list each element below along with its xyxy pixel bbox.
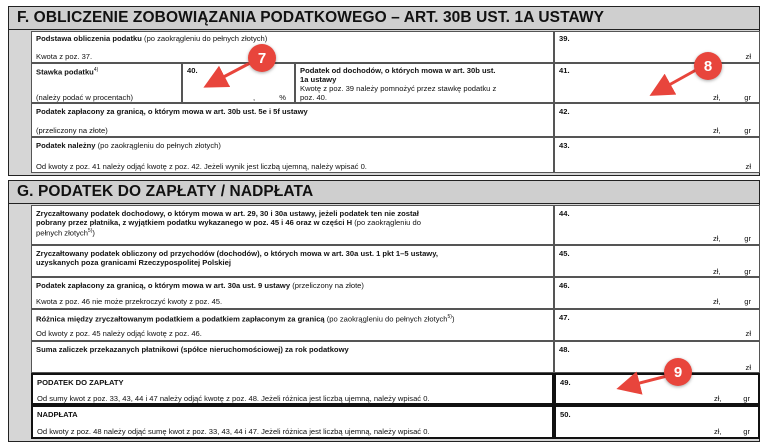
field-47-label-cell: Różnica między zryczałtowanym podatkiem a podatkiem zapłaconym za granicą (po zaokrągleniu do pełnych złotych$^{5)}$) Od kwoty z poz. 45 należy odjąć kwotę z poz. 46. (31, 309, 554, 341)
field-40-label-cell: Stawka podatku$^{4)}$ (należy podać w procentach) (31, 63, 182, 103)
field-44-input[interactable]: 44. zł, gr (554, 205, 760, 245)
field-43-input[interactable]: 43. zł (554, 137, 760, 173)
annotation-marker-9: 9 (664, 358, 692, 386)
field-41-input[interactable]: 41. zł, gr (554, 63, 760, 103)
field-49-label-cell: PODATEK DO ZAPŁATY Od sumy kwot z poz. 33, 43, 44 i 47 należy odjąć kwotę z poz. 48. Jeżeli różnica jest liczbą ujemną, należy wpisać 0. (31, 373, 554, 405)
field-43-label-cell: Podatek należny (po zaokrągleniu do pełnych złotych) Od kwoty z poz. 41 należy odjąć kwotę z poz. 42. Jeżeli wynik jest liczbą ujemną, należy wpisać 0. (31, 137, 554, 173)
field-42-input[interactable]: 42. zł, gr (554, 103, 760, 137)
field-39-input[interactable]: 39. zł (554, 31, 760, 63)
field-45-input[interactable]: 45. zł, gr (554, 245, 760, 277)
annotation-marker-8: 8 (694, 52, 722, 80)
field-40-input[interactable]: 40. , % (182, 63, 295, 103)
field-50-label-cell: NADPŁATA Od kwoty z poz. 48 należy odjąć sumę kwot z poz. 33, 43, 44 i 47. Jeżeli różnica jest liczbą ujemną, należy wpisać 0. (31, 405, 554, 439)
field-50-input[interactable]: 50. zł, gr (554, 405, 760, 439)
field-48-input[interactable]: 48. zł (554, 341, 760, 373)
field-39-label-cell: Podstawa obliczenia podatku (po zaokrągleniu do pełnych złotych) Kwota z poz. 37. (31, 31, 554, 63)
field-45-label-cell: Zryczałtowany podatek obliczony od przychodów (dochodów), o których mowa w art. 30a ust. 1 pkt 1–5 ustawy, uzyskanych poza granicami Rzeczypospolitej Polskiej (31, 245, 554, 277)
field-48-label-cell: Suma zaliczek przekazanych płatnikowi (spółce nieruchomościowej) za rok podatkowy (31, 341, 554, 373)
section-f-title: F. OBLICZENIE ZOBOWIĄZANIA PODATKOWEGO – ART. 30B UST. 1A USTAWY (17, 9, 605, 26)
field-46-label-cell: Podatek zapłacony za granicą, o którym mowa w art. 30a ust. 9 ustawy (przeliczony na złote) Kwota z poz. 46 nie może przekroczyć kwoty z poz. 45. (31, 277, 554, 309)
section-g-body (8, 204, 760, 442)
section-f-body (8, 30, 760, 176)
section-g-title: G. PODATEK DO ZAPŁATY / NADPŁATA (17, 183, 314, 200)
field-47-input[interactable]: 47. zł (554, 309, 760, 341)
section-g-header (8, 180, 760, 204)
field-46-input[interactable]: 46. zł, gr (554, 277, 760, 309)
field-49-input[interactable]: 49. zł, gr (554, 373, 760, 405)
annotation-marker-7: 7 (248, 44, 276, 72)
field-42-label-cell: Podatek zapłacony za granicą, o którym mowa w art. 30b ust. 5e i 5f ustawy (przeliczony na złote) (31, 103, 554, 137)
field-44-label-cell: Zryczałtowany podatek dochodowy, o którym mowa w art. 29, 30 i 30a ustawy, jeżeli podatek ten nie został pobrany przez płatnika, z wyjątkiem podatku wykazanego w poz. 45 i 46 oraz w części H (po zaokrągleniu do pełnych złotych$^{5)}$) (31, 205, 554, 245)
field-41-label-cell: Podatek od dochodów, o których mowa w art. 30b ust. 1a ustawy Kwotę z poz. 39 należy pomnożyć przez stawkę podatku z poz. 40. (295, 63, 554, 103)
section-f-header (8, 6, 760, 30)
